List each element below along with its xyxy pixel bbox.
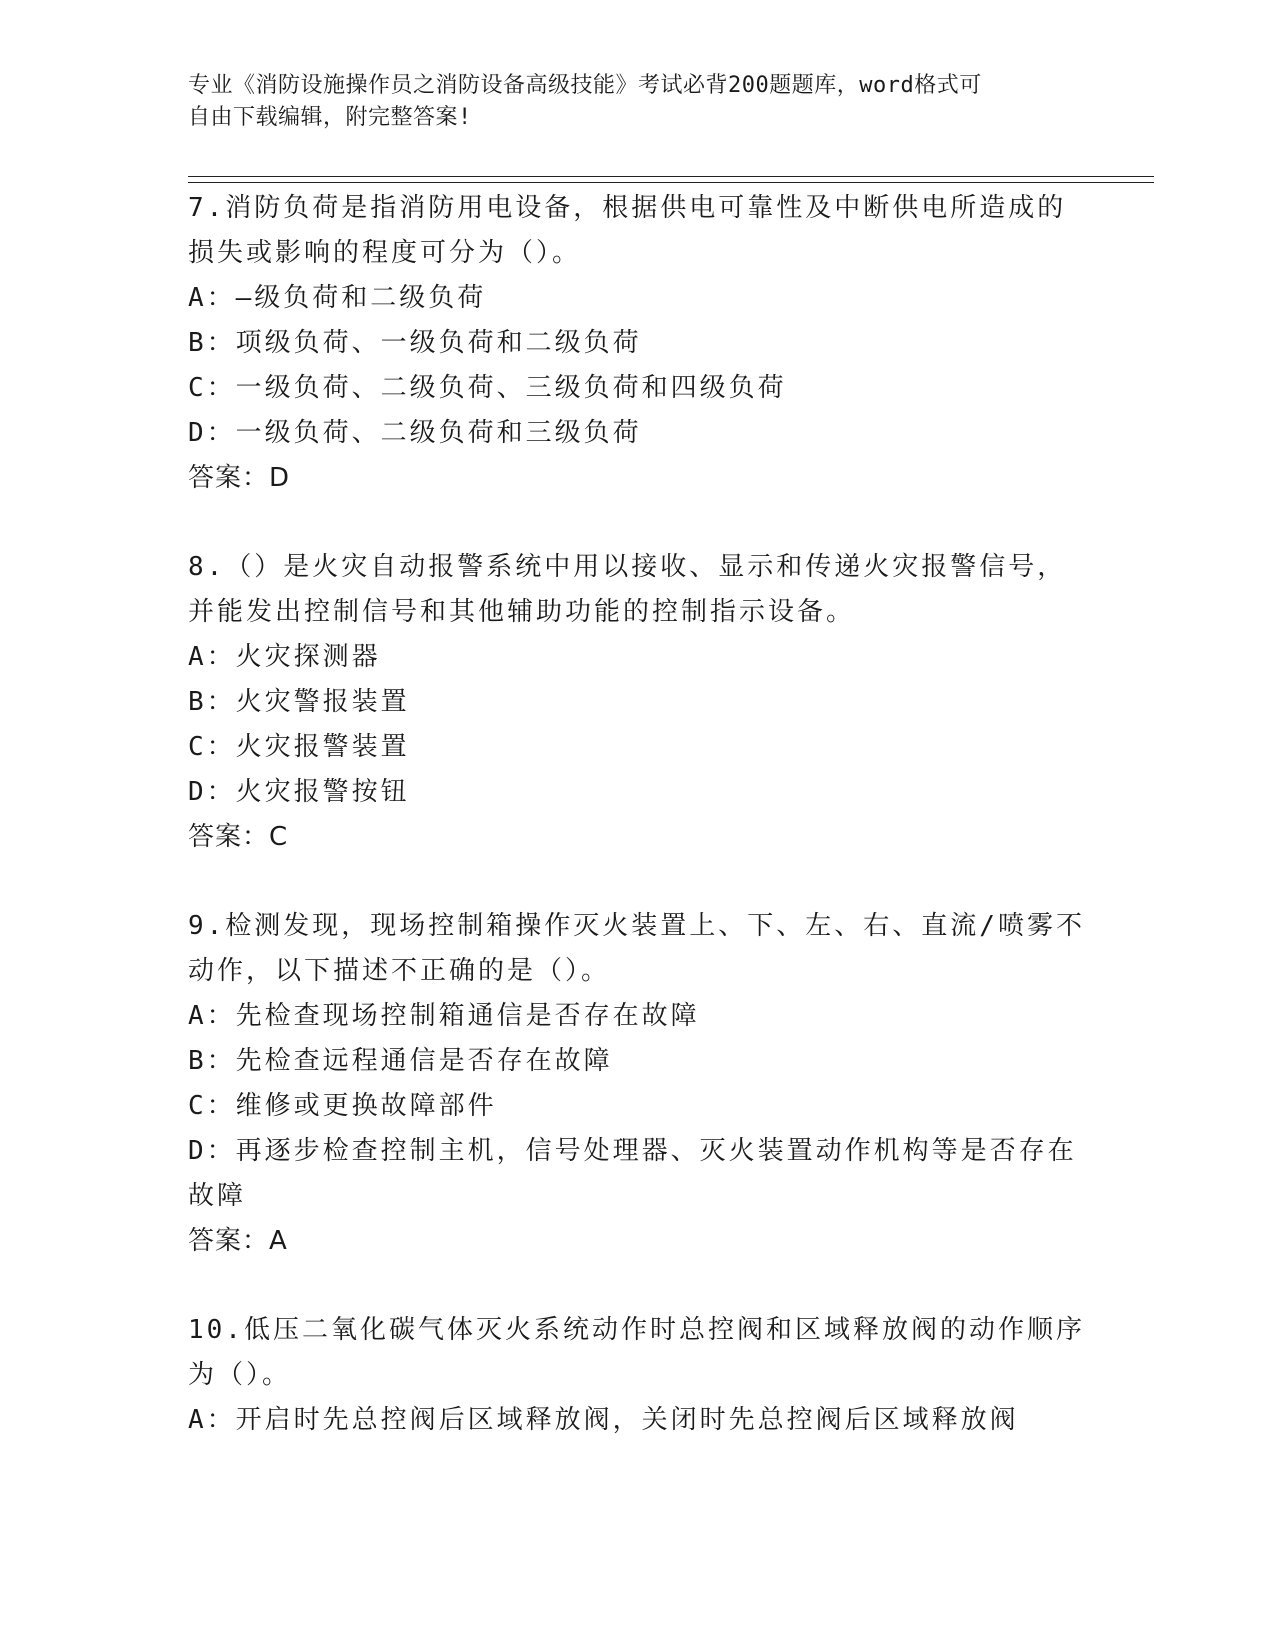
option-d: D：一级负荷、二级负荷和三级负荷 bbox=[188, 418, 642, 448]
question-10 bbox=[188, 1308, 1088, 1443]
answer: 答案：C bbox=[188, 822, 289, 852]
question-list bbox=[188, 186, 1088, 1487]
option-a: A：先检查现场控制箱通信是否存在故障 bbox=[188, 1001, 700, 1031]
header-line-2: 自由下载编辑，附完整答案! bbox=[188, 105, 472, 130]
option-b: B：先检查远程通信是否存在故障 bbox=[188, 1046, 613, 1076]
header-divider-bottom bbox=[188, 182, 1154, 183]
document-header bbox=[188, 70, 1088, 134]
question-text: 10.低压二氧化碳气体灭火系统动作时总控阀和区域释放阀的动作顺序为（）。 bbox=[188, 1315, 1085, 1390]
option-a: A：火灾探测器 bbox=[188, 642, 381, 672]
question-8 bbox=[188, 545, 1088, 860]
question-text: 7.消防负荷是指消防用电设备，根据供电可靠性及中断供电所造成的损失或影响的程度可分为（）。 bbox=[188, 193, 1067, 268]
option-d: D：火灾报警按钮 bbox=[188, 777, 410, 807]
option-d: D：再逐步检查控制主机，信号处理器、灭火装置动作机构等是否存在故障 bbox=[188, 1136, 1077, 1211]
option-a: A：—级负荷和二级负荷 bbox=[188, 283, 487, 313]
answer: 答案：A bbox=[188, 1226, 288, 1256]
option-c: C：维修或更换故障部件 bbox=[188, 1091, 497, 1121]
question-text: 8.（）是火灾自动报警系统中用以接收、显示和传递火灾报警信号，并能发出控制信号和其他辅助功能的控制指示设备。 bbox=[188, 552, 1067, 627]
answer: 答案：D bbox=[188, 463, 291, 493]
question-9 bbox=[188, 904, 1088, 1264]
option-c: C：一级负荷、二级负荷、三级负荷和四级负荷 bbox=[188, 373, 787, 403]
option-b: B：火灾警报装置 bbox=[188, 687, 410, 717]
header-divider-top bbox=[188, 176, 1154, 177]
option-c: C：火灾报警装置 bbox=[188, 732, 410, 762]
option-a: A：开启时先总控阀后区域释放阀，关闭时先总控阀后区域释放阀 bbox=[188, 1405, 1019, 1435]
question-7 bbox=[188, 186, 1088, 501]
question-text: 9.检测发现，现场控制箱操作灭火装置上、下、左、右、直流/喷雾不动作，以下描述不正确的是（）。 bbox=[188, 911, 1085, 986]
option-b: B：项级负荷、一级负荷和二级负荷 bbox=[188, 328, 642, 358]
header-line-1: 专业《消防设施操作员之消防设备高级技能》考试必背200题题库，word格式可 bbox=[188, 73, 982, 98]
